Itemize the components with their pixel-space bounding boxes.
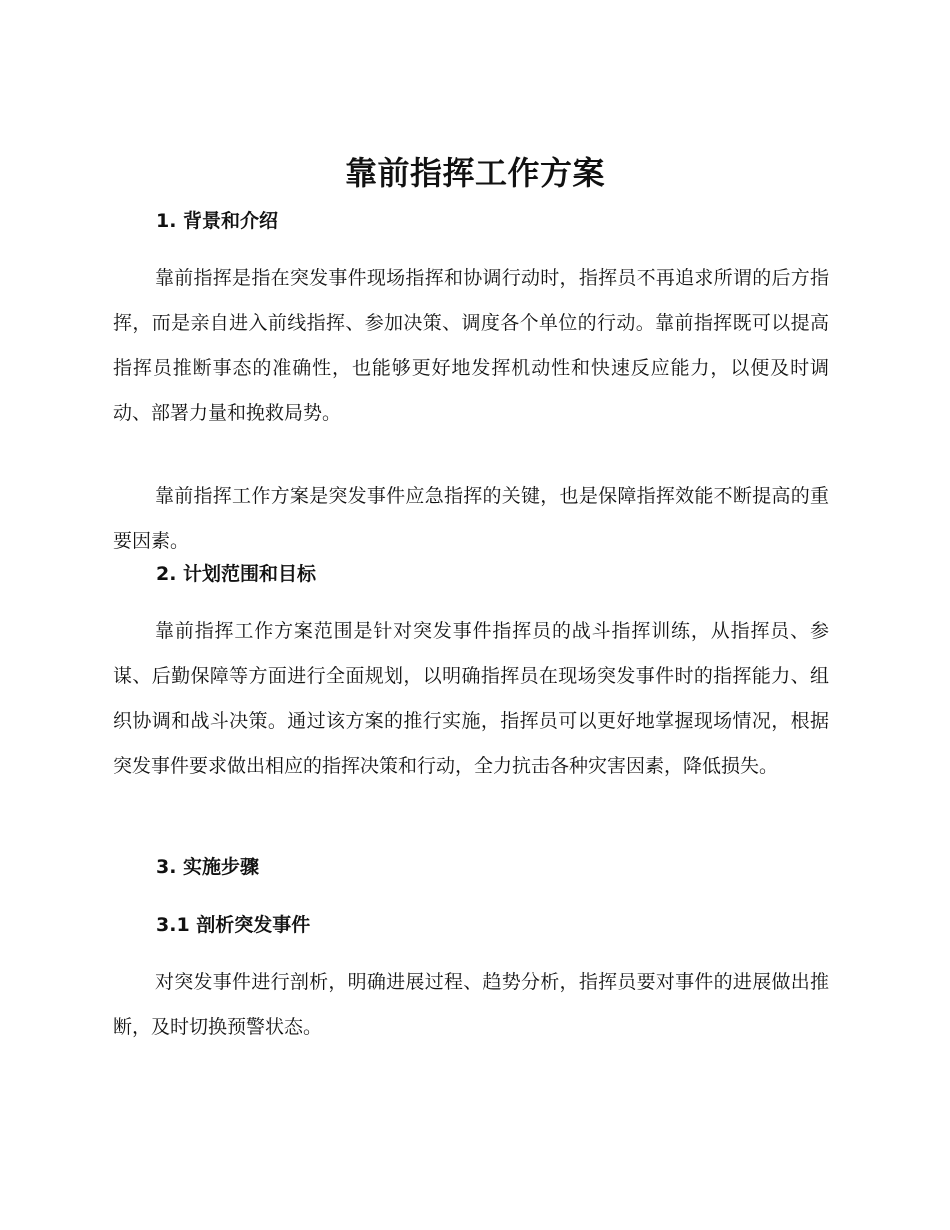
section-heading-background: 1. 背景和介绍 xyxy=(156,210,279,232)
subsection-heading-analysis: 3.1 剖析突发事件 xyxy=(156,914,311,936)
paragraph-background-1: 靠前指挥是指在突发事件现场指挥和协调行动时，指挥员不再追求所谓的后方指挥，而是亲自进入前线指挥、参加决策、调度各个单位的行动。靠前指挥既可以提高指挥员推断事态的准确性，也能够更好地发挥机动性和快速反应能力，以便及时调动、部署力量和挽救局势。 xyxy=(113,267,829,424)
paragraph-background-2: 靠前指挥工作方案是突发事件应急指挥的关键，也是保障指挥效能不断提高的重要因素。 xyxy=(113,485,829,552)
paragraph-scope: 靠前指挥工作方案范围是针对突发事件指挥员的战斗指挥训练，从指挥员、参谋、后勤保障等方面进行全面规划，以明确指挥员在现场突发事件时的指挥能力、组织协调和战斗决策。通过该方案的推行实施，指挥员可以更好地掌握现场情况，根据突发事件要求做出相应的指挥决策和行动，全力抗击各种灾害因素，降低损失。 xyxy=(113,620,829,777)
page-title: 靠前指挥工作方案 xyxy=(344,154,605,192)
paragraph-analysis: 对突发事件进行剖析，明确进展过程、趋势分析，指挥员要对事件的进展做出推断，及时切换预警状态。 xyxy=(113,971,829,1038)
section-heading-scope: 2. 计划范围和目标 xyxy=(156,563,317,585)
section-heading-steps: 3. 实施步骤 xyxy=(156,856,260,878)
